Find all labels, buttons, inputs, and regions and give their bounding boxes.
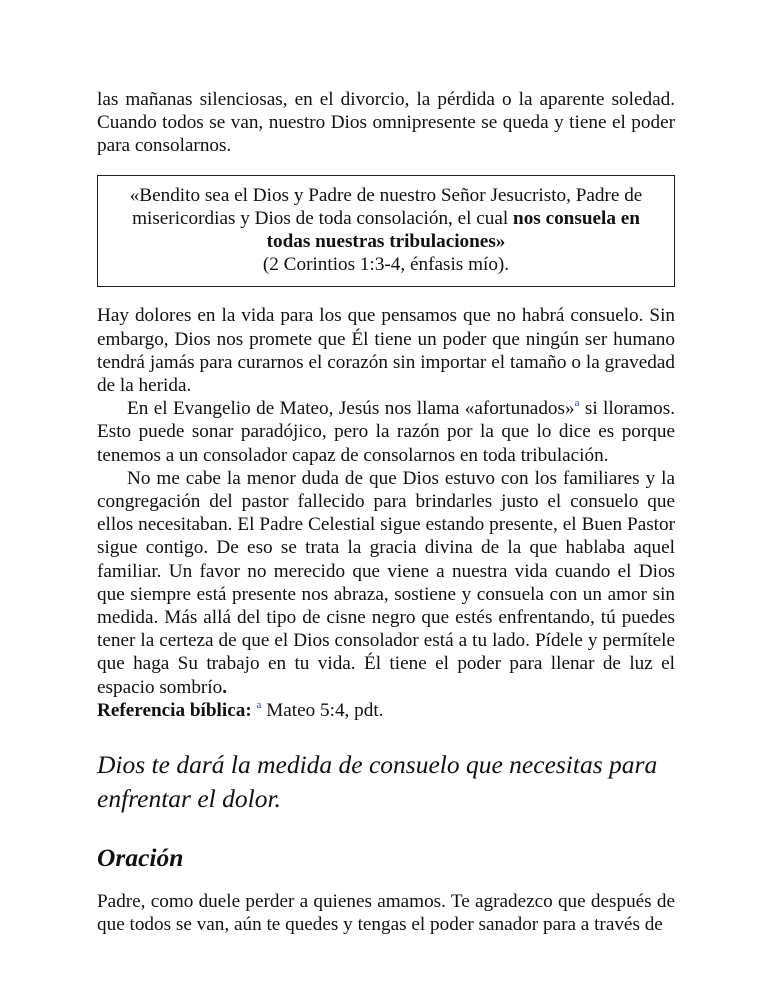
- reference-footnote-mark[interactable]: a: [256, 698, 262, 711]
- prayer-heading: Oración: [97, 843, 184, 873]
- quote-text: «Bendito sea el Dios y Padre de nuestro Señor Jesucristo, Padre de misericordias y Dios de toda consolación, el cual: [129, 184, 643, 229]
- page-content: [97, 88, 675, 936]
- quote-reference: (2 Corintios 1:3-4, énfasis mío).: [262, 254, 510, 276]
- intro-paragraph: las mañanas silenciosas, en el divorcio, la pérdida o la aparente soledad. Cuando todos se van, nuestro Dios omnipresente se queda y tiene el poder para consolarnos.: [97, 89, 675, 157]
- quote-emphasis: nos consuela en todas nuestras tribulaciones»: [266, 207, 640, 253]
- paragraph-3-period: .: [222, 676, 228, 698]
- reference-label: Referencia bíblica:: [97, 699, 252, 721]
- paragraph-2-before: En el Evangelio de Mateo, Jesús nos llama «afortunados»: [127, 398, 575, 420]
- bible-quote-box: [97, 175, 675, 288]
- paragraph-1: Hay dolores en la vida para los que pensamos que no habrá consuelo. Sin embargo, Dios nos promete que Él tiene un poder que ningún ser humano tendrá jamás para curarnos el corazón sin importar el tamaño o la gravedad de la herida.: [97, 305, 675, 397]
- prayer-paragraph: Padre, como duele perder a quienes amamos. Te agradezco que después de que todos se van, aún te quedes y tengas el poder sanador para a través de: [97, 891, 675, 936]
- footnote-link[interactable]: a: [574, 397, 580, 410]
- paragraph-2: [97, 397, 675, 467]
- paragraph-3: [97, 467, 675, 722]
- paragraph-2-after: si lloramos. Esto puede sonar paradójico, pero la razón por la que lo dice es porque tenemos a un consolador capaz de consolarnos en toda tribulación.: [97, 398, 675, 466]
- reference-text: Mateo 5:4, pdt.: [261, 699, 384, 721]
- paragraph-3-text: No me cabe la menor duda de que Dios estuvo con los familiares y la congregación del pastor fallecido para brindarles justo el consuelo que ellos necesitaban. El Padre Celestial sigue estando presente, el Buen Pastor sigue contigo. De eso se trata la gracia divina de la que hablaba aquel familiar. Un favor no merecido que viene a nuestra vida cuando el Dios que siempre está presente nos abraza, sostiene y consuela con un amor sin medida. Más allá del tipo de cisne negro que estés enfrentando, tú puedes tener la certeza de que el Dios consolador está a tu lado. Pídele y permítele que haga Su trabajo en tu vida. Él tiene el poder para llenar de luz el espacio sombrío: [97, 467, 675, 698]
- motto: Dios te dará la medida de consuelo que necesitas para enfrentar el dolor.: [97, 750, 658, 814]
